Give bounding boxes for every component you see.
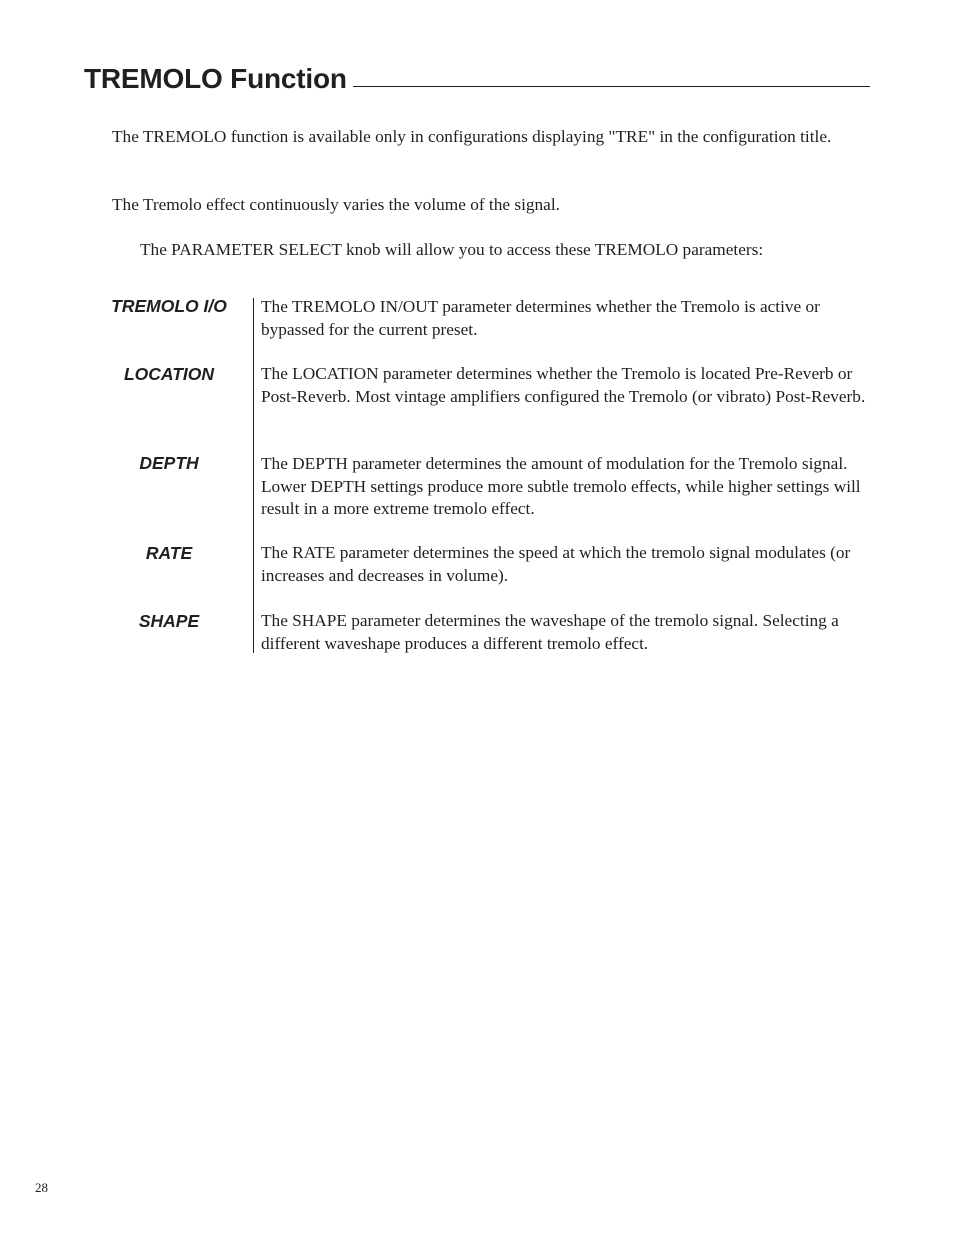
section-title: TREMOLO Function — [84, 63, 347, 94]
parameter-description-shape: The SHAPE parameter determines the waveshape of the tremolo signal. Selecting a different waveshape produces a different tremolo effect. — [261, 611, 839, 653]
parameter-term-shape: SHAPE — [138, 611, 200, 631]
parameter-term-rate: RATE — [145, 543, 193, 563]
parameter-term-depth: DEPTH — [139, 453, 199, 473]
parameter-term-location: LOCATION — [123, 364, 215, 384]
intro-paragraph-availability: The TREMOLO function is available only in configurations displaying "TRE" in the configuration title. — [112, 127, 832, 146]
intro-paragraph-knob: The PARAMETER SELECT knob will allow you to access these TREMOLO parameters: — [140, 240, 764, 259]
parameter-description-location: The LOCATION parameter determines whether the Tremolo is located Pre-Reverb or Post-Reverb. Most vintage amplifiers configured the Tremolo (or vibrato) Post-Reverb. — [261, 364, 866, 406]
intro-paragraph-effect: The Tremolo effect continuously varies the volume of the signal. — [112, 195, 560, 214]
parameter-description-rate: The RATE parameter determines the speed at which the tremolo signal modulates (or increases and decreases in volume). — [261, 543, 851, 585]
parameter-description-depth: The DEPTH parameter determines the amount of modulation for the Tremolo signal. Lower DEPTH settings produce more subtle tremolo effects, while higher settings will result in a more extreme tremolo effect. — [261, 454, 861, 518]
parameter-description-tremolo-io: The TREMOLO IN/OUT parameter determines whether the Tremolo is active or bypassed for the current preset. — [261, 297, 820, 339]
page-number: 28 — [35, 1180, 48, 1195]
section-heading — [84, 62, 870, 96]
parameter-list-divider — [253, 298, 254, 653]
heading-rule — [353, 86, 870, 87]
parameter-term-tremolo-io: TREMOLO I/O — [111, 296, 227, 316]
